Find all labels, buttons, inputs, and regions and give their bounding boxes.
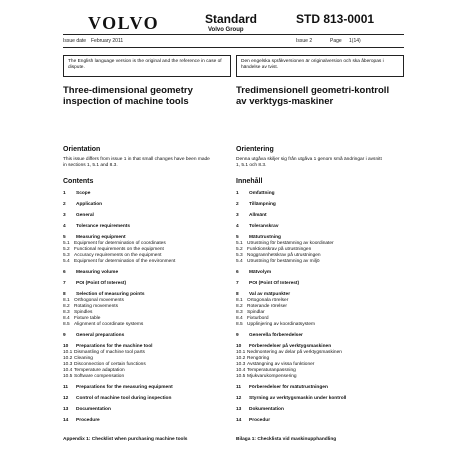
document-title-sv: Tredimensionell geometri-kontroll av verktygs-maskiner bbox=[236, 85, 390, 107]
toc-entry-label: POI (Point Of Interest) bbox=[76, 281, 127, 286]
toc-entry-number: 11 bbox=[236, 385, 242, 390]
toc-entry bbox=[63, 322, 233, 328]
volvo-logo: VOLVO bbox=[88, 13, 160, 33]
toc-entry-label: Tillämpning bbox=[249, 202, 276, 207]
toc-entry-label: Measuring volume bbox=[76, 270, 119, 275]
toc-entry bbox=[63, 213, 233, 219]
toc-entry-number: 11 bbox=[63, 385, 69, 390]
toc-entry-label: Dokumentation bbox=[249, 407, 284, 412]
toc-entry-label: Fixture table bbox=[74, 316, 101, 321]
orientation-text-sv: Denna utgåva skiljer sig från utgåva 1 genom små ändringar i avsnitt 1, 5.1 och 8.3. bbox=[236, 157, 382, 168]
toc-entry-number: 4 bbox=[63, 224, 66, 229]
toc-entry bbox=[236, 224, 406, 230]
toc-entry-number: 6 bbox=[63, 270, 66, 275]
toc-entry-label: Equipment for determination of coordinates bbox=[74, 241, 166, 246]
toc-entry-number: 5.2 bbox=[63, 247, 70, 252]
toc-entry-number: 10.2 bbox=[236, 356, 246, 361]
toc-entry bbox=[236, 281, 406, 287]
toc-entry-number: 5.4 bbox=[63, 259, 70, 264]
orientation-text-en: This issue differs from issue 1 in that small changes have been made in sections 1, 5.1 and 8.3. bbox=[63, 157, 210, 168]
toc-entry bbox=[63, 396, 233, 402]
toc-entry-number: 8.5 bbox=[236, 322, 243, 327]
toc-entry-number: 5.3 bbox=[63, 253, 70, 258]
toc-entry-label: Val av mätpunkter bbox=[249, 292, 291, 297]
toc-entry-number: 8.1 bbox=[236, 298, 243, 303]
toc-entry-number: 8.1 bbox=[63, 298, 70, 303]
toc-entry bbox=[63, 418, 233, 424]
toc-entry-number: 8.4 bbox=[63, 316, 70, 321]
toc-entry-number: 10.3 bbox=[236, 362, 246, 367]
toc-entry-number: 5.1 bbox=[63, 241, 70, 246]
toc-entry-number: 3 bbox=[63, 213, 66, 218]
toc-entry-number: 3 bbox=[236, 213, 239, 218]
header-rule-bottom bbox=[63, 47, 404, 48]
toc-entry-number: 10.4 bbox=[63, 368, 73, 373]
issue-date: February 2011 bbox=[91, 38, 124, 44]
issue-date-label: Issue date bbox=[63, 38, 87, 44]
orientation-heading-sv: Orientering bbox=[236, 146, 274, 153]
toc-entry-label: Ortogonala rörelser bbox=[247, 298, 289, 303]
toc-entry-label: Toleranskrav bbox=[249, 224, 279, 229]
toc-entry-label: Selection of measuring points bbox=[76, 292, 145, 297]
toc-entry bbox=[236, 385, 406, 391]
toc-entry bbox=[236, 213, 406, 219]
toc-entry-number: 8 bbox=[236, 292, 239, 297]
toc-entry-number: 13 bbox=[236, 407, 242, 412]
toc-entry-number: 8.4 bbox=[236, 316, 243, 321]
toc-entry-number: 4 bbox=[236, 224, 239, 229]
toc-entry-label: Rotating movements bbox=[74, 304, 118, 309]
toc-entry-number: 10.1 bbox=[236, 350, 246, 355]
toc-entry-label: Temperature adaptation bbox=[74, 368, 125, 373]
toc-entry-label: Cleaning bbox=[74, 356, 93, 361]
toc-entry-number: 10.3 bbox=[63, 362, 73, 367]
standard-label: Standard bbox=[205, 12, 258, 26]
toc-entry-label: Preparations for the machine tool bbox=[76, 344, 153, 349]
toc-entry-number: 9 bbox=[63, 333, 66, 338]
toc-entry-number: 5.4 bbox=[236, 259, 243, 264]
toc-entry-number: 2 bbox=[236, 202, 239, 207]
toc-entry-label: Avstängning av vissa funktioner bbox=[247, 362, 315, 367]
contents-heading-sv: Innehåll bbox=[236, 178, 263, 185]
toc-entry-number: 10.5 bbox=[236, 374, 246, 379]
toc-entry-label: Mätutrustning bbox=[249, 235, 281, 240]
toc-entry-label: Fixturbord bbox=[247, 316, 269, 321]
toc-entry bbox=[63, 385, 233, 391]
toc-entry bbox=[63, 224, 233, 230]
toc-entry-label: Measuring equipment bbox=[76, 235, 126, 240]
toc-entry bbox=[63, 270, 233, 276]
toc-entry-number: 8.3 bbox=[63, 310, 70, 315]
toc-entry-label: Software compensation bbox=[74, 374, 125, 379]
toc-entry bbox=[236, 202, 406, 208]
toc-entry-label: Allmänt bbox=[249, 213, 267, 218]
toc-entry-label: Upplinjering av koordinatsystem bbox=[247, 322, 315, 327]
toc-entry-number: 2 bbox=[63, 202, 66, 207]
toc-entry-number: 10.2 bbox=[63, 356, 73, 361]
toc-entry-number: 7 bbox=[236, 281, 239, 286]
toc-entry-label: Orthogonal movements bbox=[74, 298, 124, 303]
toc-entry-label: Dismantling of machine tool parts bbox=[74, 350, 145, 355]
toc-entry-label: Procedure bbox=[76, 418, 100, 423]
standard-number: STD 813-0001 bbox=[296, 12, 375, 26]
toc-entry-number: 5.1 bbox=[236, 241, 243, 246]
page-number: 1(14) bbox=[349, 38, 361, 44]
toc-entry-label: Tolerance requirements bbox=[76, 224, 131, 229]
header bbox=[58, 11, 398, 31]
toc-entry-number: 14 bbox=[236, 418, 242, 423]
toc-entry bbox=[63, 407, 233, 413]
toc-entry-number: 5.2 bbox=[236, 247, 243, 252]
document-title-en: Three-dimensional geometry inspection of machine tools bbox=[63, 85, 193, 107]
contents-heading-en: Contents bbox=[63, 178, 94, 185]
toc-entry-label: Generella förberedelser bbox=[249, 333, 303, 338]
toc-entry-label: Rengöring bbox=[247, 356, 270, 361]
toc-entry-number: 8.5 bbox=[63, 322, 70, 327]
toc-entry-label: Förberedelser för mätutrustningen bbox=[249, 385, 328, 390]
toc-entry-number: 10.4 bbox=[236, 368, 246, 373]
toc-entry-number: 10 bbox=[63, 344, 69, 349]
appendix-sv: Bilaga 1: Checklista vid maskinupphandling bbox=[236, 437, 337, 442]
toc-entry-number: 8.2 bbox=[236, 304, 243, 309]
issue-number: Issue 2 bbox=[296, 38, 313, 44]
toc-entry-number: 1 bbox=[236, 191, 239, 196]
toc-entry-label: Nedmontering av delar på verktygsmaskinen bbox=[247, 350, 342, 355]
toc-entry-label: Noggrannhetskrav på utrustningen bbox=[247, 253, 321, 258]
toc-entry-label: Utrustning för bestämning av koordinater bbox=[247, 241, 334, 246]
toc-entry-label: Disconnection of certain functions bbox=[74, 362, 146, 367]
toc-entry-label: Equipment for determination of the environment bbox=[74, 259, 176, 264]
header-rule-top bbox=[63, 34, 404, 35]
toc-entry-number: 5 bbox=[236, 235, 239, 240]
toc-entry-number: 9 bbox=[236, 333, 239, 338]
table-of-contents-en bbox=[63, 191, 233, 424]
toc-entry-label: Functional requirements on the equipment bbox=[74, 247, 164, 252]
toc-entry-label: Accuracy requirements on the equipment bbox=[74, 253, 162, 258]
toc-entry bbox=[63, 202, 233, 208]
toc-entry-number: 7 bbox=[63, 281, 66, 286]
toc-entry-number: 5 bbox=[63, 235, 66, 240]
toc-entry-number: 6 bbox=[236, 270, 239, 275]
notice-box-sv: Den engelska språkversionen är originalversion och ska åberopas i händelse av tvist. bbox=[236, 55, 404, 77]
toc-entry-label: Control of machine tool during inspection bbox=[76, 396, 172, 401]
toc-entry-label: Temperaturanpassning bbox=[247, 368, 296, 373]
toc-entry-label: Förberedelser på verktygsmaskinen bbox=[249, 344, 332, 349]
toc-entry-label: Procedur bbox=[249, 418, 271, 423]
toc-entry-label: Spindles bbox=[74, 310, 93, 315]
toc-entry-label: Utrustning för bestämning av miljö bbox=[247, 259, 320, 264]
toc-entry-number: 14 bbox=[63, 418, 69, 423]
toc-entry bbox=[63, 374, 233, 380]
toc-entry bbox=[63, 281, 233, 287]
toc-entry-label: Application bbox=[76, 202, 103, 207]
toc-entry bbox=[236, 333, 406, 339]
toc-entry-number: 8.2 bbox=[63, 304, 70, 309]
toc-entry-label: Preparations for the measuring equipment bbox=[76, 385, 173, 390]
toc-entry-label: Mätvolym bbox=[249, 270, 272, 275]
toc-entry-label: Roterande rörelser bbox=[247, 304, 287, 309]
table-of-contents-sv bbox=[236, 191, 406, 424]
toc-entry bbox=[236, 418, 406, 424]
toc-entry bbox=[236, 270, 406, 276]
toc-entry-number: 10.5 bbox=[63, 374, 73, 379]
toc-entry-number: 12 bbox=[236, 396, 242, 401]
group-label: Volvo Group bbox=[208, 27, 244, 33]
toc-entry bbox=[236, 374, 406, 380]
orientation-heading-en: Orientation bbox=[63, 146, 101, 153]
toc-entry bbox=[63, 259, 233, 265]
toc-entry-label: Alignment of coordinate systems bbox=[74, 322, 144, 327]
toc-entry-number: 8 bbox=[63, 292, 66, 297]
toc-entry-label: Omfattning bbox=[249, 191, 275, 196]
toc-entry-label: Scope bbox=[76, 191, 91, 196]
toc-entry-label: POI (Point Of Interest) bbox=[249, 281, 300, 286]
toc-entry bbox=[236, 259, 406, 265]
toc-entry-number: 10 bbox=[236, 344, 242, 349]
toc-entry-number: 8.3 bbox=[236, 310, 243, 315]
toc-entry-number: 12 bbox=[63, 396, 69, 401]
toc-entry-label: General bbox=[76, 213, 94, 218]
toc-entry bbox=[63, 191, 233, 197]
toc-entry-label: General preparations bbox=[76, 333, 125, 338]
toc-entry-number: 5.3 bbox=[236, 253, 243, 258]
toc-entry bbox=[236, 396, 406, 402]
notice-box-en: The English language version is the original and the reference in case of dispute. bbox=[63, 55, 231, 77]
toc-entry bbox=[236, 407, 406, 413]
toc-entry-label: Documentation bbox=[76, 407, 111, 412]
toc-entry-label: Mjukvarukompensering bbox=[247, 374, 297, 379]
toc-entry-number: 1 bbox=[63, 191, 66, 196]
appendix-en: Appendix 1: Checklist when purchasing machine tools bbox=[63, 437, 188, 442]
toc-entry-label: Styrning av verktygsmaskin under kontroll bbox=[249, 396, 347, 401]
toc-entry bbox=[63, 333, 233, 339]
page-label: Page bbox=[330, 38, 342, 44]
toc-entry bbox=[236, 191, 406, 197]
toc-entry-label: Spindlar bbox=[247, 310, 265, 315]
toc-entry-number: 13 bbox=[63, 407, 69, 412]
toc-entry-number: 10.1 bbox=[63, 350, 73, 355]
toc-entry-label: Funktionskrav på utrustningen bbox=[247, 247, 312, 252]
toc-entry bbox=[236, 322, 406, 328]
